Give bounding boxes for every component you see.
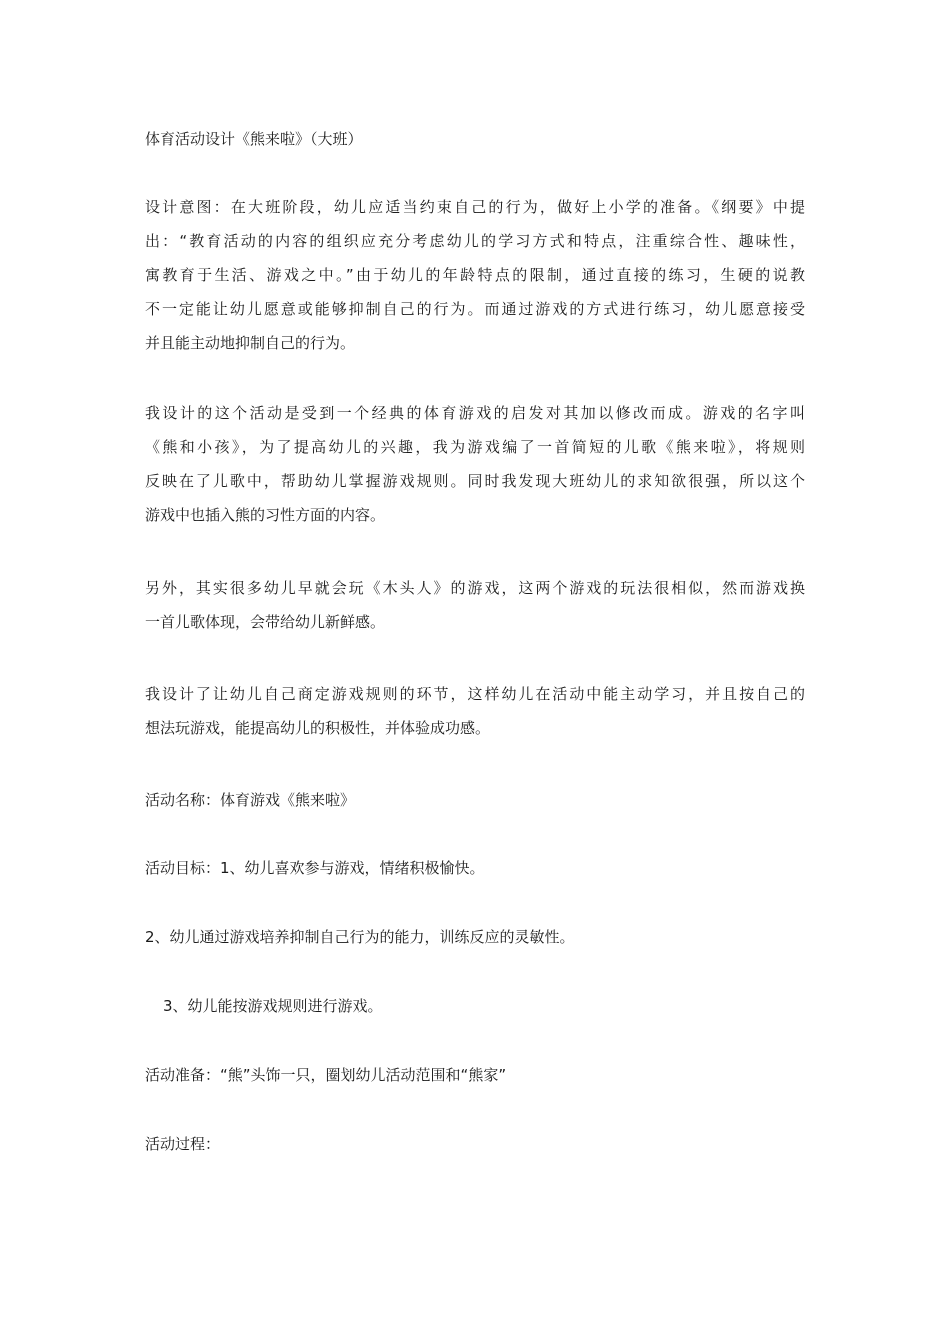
paragraph-line: 反映在了儿歌中，帮助幼儿掌握游戏规则。同时我发现大班幼儿的求知欲很强，所以这个	[145, 472, 805, 490]
document-title: 体育活动设计《熊来啦》（大班）	[145, 130, 363, 148]
paragraph-line: 我设计的这个活动是受到一个经典的体育游戏的启发对其加以修改而成。游戏的名字叫	[145, 404, 805, 422]
paragraph-line: 寓教育于生活、游戏之中。”由于幼儿的年龄特点的限制，通过直接的练习，生硬的说教	[145, 266, 805, 284]
activity-goal-1: 活动目标：1、幼儿喜欢参与游戏，情绪积极愉快。	[145, 859, 485, 877]
activity-preparation: 活动准备：“熊”头饰一只，圈划幼儿活动范围和“熊家”	[145, 1066, 507, 1084]
inspiration-paragraph	[145, 396, 805, 532]
paragraph-line: 想法玩游戏，能提高幼儿的积极性，并体验成功感。	[145, 719, 491, 737]
paragraph-line: 一首儿歌体现，会带给幼儿新鲜感。	[145, 613, 386, 631]
paragraph-line: 《熊和小孩》，为了提高幼儿的兴趣，我为游戏编了一首简短的儿歌《熊来啦》，将规则	[145, 438, 805, 456]
paragraph-line: 游戏中也插入熊的习性方面的内容。	[145, 506, 386, 524]
activity-goal-3: 3、幼儿能按游戏规则进行游戏。	[163, 997, 383, 1015]
design-intent-paragraph	[145, 190, 805, 360]
paragraph-line: 我设计了让幼儿自己商定游戏规则的环节，这样幼儿在活动中能主动学习，并且按自己的	[145, 685, 805, 703]
activity-process-heading: 活动过程：	[145, 1135, 221, 1153]
other-paragraph	[145, 571, 805, 639]
activity-name: 活动名称：体育游戏《熊来啦》	[145, 791, 356, 809]
paragraph-line: 并且能主动地抑制自己的行为。	[145, 334, 356, 352]
rules-paragraph	[145, 677, 805, 745]
paragraph-line: 出：“教育活动的内容的组织应充分考虑幼儿的学习方式和特点，注重综合性、趣味性，	[145, 232, 805, 250]
paragraph-line: 另外，其实很多幼儿早就会玩《木头人》的游戏，这两个游戏的玩法很相似，然而游戏换	[145, 579, 805, 597]
paragraph-line: 设计意图：在大班阶段，幼儿应适当约束自己的行为，做好上小学的准备。《纲要》中提	[145, 198, 805, 216]
paragraph-line: 不一定能让幼儿愿意或能够抑制自己的行为。而通过游戏的方式进行练习，幼儿愿意接受	[145, 300, 805, 318]
activity-goal-2: 2、幼儿通过游戏培养抑制自己行为的能力，训练反应的灵敏性。	[145, 928, 575, 946]
